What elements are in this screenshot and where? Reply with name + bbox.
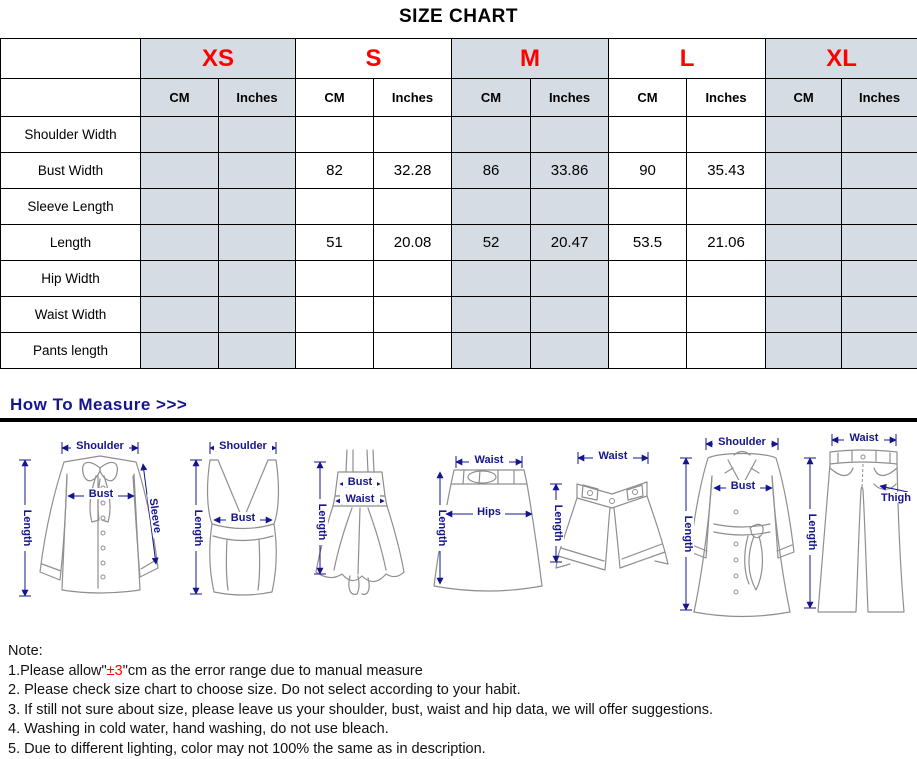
cell: 32.28 bbox=[374, 153, 452, 189]
measure-label-length: Length bbox=[192, 510, 204, 547]
cell: 90 bbox=[609, 153, 687, 189]
cell bbox=[219, 225, 296, 261]
cell: 52 bbox=[452, 225, 531, 261]
row-label: Bust Width bbox=[1, 153, 141, 189]
measure-label-bust: Bust bbox=[231, 512, 256, 524]
cell bbox=[766, 333, 842, 369]
measure-label-waist: Waist bbox=[850, 432, 879, 444]
cell bbox=[531, 189, 609, 225]
cell bbox=[766, 117, 842, 153]
figure-vest bbox=[190, 440, 278, 595]
corner-cell bbox=[1, 39, 141, 79]
cell bbox=[687, 117, 766, 153]
unit-cm: CM bbox=[452, 79, 531, 117]
table-row-pants-length bbox=[1, 333, 917, 369]
note-line-4: 4. Washing in cold water, hand washing, do not use bleach. bbox=[8, 720, 917, 740]
note-line-3: 3. If still not sure about size, please leave us your shoulder, bust, waist and hip data, we will offer suggestions. bbox=[8, 701, 917, 721]
unit-header-row bbox=[1, 79, 917, 117]
cell bbox=[452, 297, 531, 333]
size-header-l: L bbox=[609, 39, 766, 79]
notes-heading: Note: bbox=[8, 642, 917, 662]
cell bbox=[219, 189, 296, 225]
figure-dress bbox=[314, 450, 404, 594]
measure-label-waist: Waist bbox=[599, 450, 628, 462]
cell bbox=[609, 333, 687, 369]
cell bbox=[374, 189, 452, 225]
divider-rule bbox=[0, 418, 917, 422]
figure-blouse bbox=[19, 440, 164, 596]
measure-label-thigh: Thigh bbox=[881, 492, 911, 504]
unit-inches: Inches bbox=[842, 79, 917, 117]
measure-label-length: Length bbox=[436, 510, 448, 547]
size-header-xs: XS bbox=[141, 39, 296, 79]
measure-label-shoulder: Shoulder bbox=[219, 440, 267, 452]
cell: 20.47 bbox=[531, 225, 609, 261]
measure-label-waist: Waist bbox=[346, 493, 375, 505]
notes bbox=[8, 642, 917, 759]
cell bbox=[219, 333, 296, 369]
cell: 51 bbox=[296, 225, 374, 261]
measure-label-length: Length bbox=[21, 510, 33, 547]
cell bbox=[141, 225, 219, 261]
cell bbox=[219, 297, 296, 333]
cell bbox=[531, 333, 609, 369]
unit-cm: CM bbox=[296, 79, 374, 117]
cell bbox=[141, 153, 219, 189]
row-label: Waist Width bbox=[1, 297, 141, 333]
unit-inches: Inches bbox=[531, 79, 609, 117]
cell bbox=[219, 261, 296, 297]
table-row-sleeve-length bbox=[1, 189, 917, 225]
cell bbox=[766, 189, 842, 225]
cell bbox=[374, 333, 452, 369]
cell bbox=[842, 153, 917, 189]
size-header-m: M bbox=[452, 39, 609, 79]
cell bbox=[842, 189, 917, 225]
measure-label-sleeve: Sleeve bbox=[147, 498, 164, 534]
cell bbox=[374, 261, 452, 297]
unit-inches: Inches bbox=[687, 79, 766, 117]
cell bbox=[609, 261, 687, 297]
unit-inches: Inches bbox=[219, 79, 296, 117]
figure-shorts bbox=[550, 450, 668, 570]
cell bbox=[842, 261, 917, 297]
page-title: SIZE CHART bbox=[0, 0, 917, 32]
unit-cm: CM bbox=[141, 79, 219, 117]
cell bbox=[609, 117, 687, 153]
cell: 20.08 bbox=[374, 225, 452, 261]
table-row-shoulder-width bbox=[1, 117, 917, 153]
cell bbox=[687, 189, 766, 225]
cell: 35.43 bbox=[687, 153, 766, 189]
cell bbox=[531, 117, 609, 153]
cell bbox=[219, 153, 296, 189]
table-row-waist-width bbox=[1, 297, 917, 333]
measure-label-bust: Bust bbox=[348, 476, 373, 488]
cell bbox=[766, 261, 842, 297]
cell bbox=[842, 117, 917, 153]
figure-pants bbox=[804, 432, 915, 612]
cell bbox=[766, 225, 842, 261]
cell bbox=[141, 333, 219, 369]
note-line-2: 2. Please check size chart to choose size. Do not select according to your habit. bbox=[8, 681, 917, 701]
cell bbox=[766, 297, 842, 333]
row-label: Shoulder Width bbox=[1, 117, 141, 153]
row-label: Sleeve Length bbox=[1, 189, 141, 225]
cell: 86 bbox=[452, 153, 531, 189]
note-line-1-tolerance: ±3 bbox=[107, 663, 123, 679]
unit-cm: CM bbox=[609, 79, 687, 117]
row-label: Pants length bbox=[1, 333, 141, 369]
size-header-row bbox=[1, 39, 917, 79]
cell: 33.86 bbox=[531, 153, 609, 189]
measure-label-length: Length bbox=[682, 516, 694, 553]
cell bbox=[842, 225, 917, 261]
note-line-1 bbox=[8, 662, 917, 682]
cell bbox=[687, 333, 766, 369]
size-header-xl: XL bbox=[766, 39, 917, 79]
cell: 82 bbox=[296, 153, 374, 189]
table-row-bust-width bbox=[1, 153, 917, 189]
note-line-5: 5. Due to different lighting, color may not 100% the same as in description. bbox=[8, 740, 917, 759]
table-row-hip-width bbox=[1, 261, 917, 297]
cell bbox=[141, 117, 219, 153]
measure-label-length: Length bbox=[806, 514, 818, 551]
measure-label-shoulder: Shoulder bbox=[718, 436, 766, 448]
measure-label-hips: Hips bbox=[477, 506, 501, 518]
cell bbox=[609, 189, 687, 225]
cell: 53.5 bbox=[609, 225, 687, 261]
cell bbox=[687, 261, 766, 297]
measure-label-waist: Waist bbox=[475, 454, 504, 466]
cell bbox=[531, 261, 609, 297]
cell bbox=[374, 297, 452, 333]
cell bbox=[141, 297, 219, 333]
figure-coat bbox=[680, 436, 794, 617]
corner-cell bbox=[1, 79, 141, 117]
table-row-length bbox=[1, 225, 917, 261]
cell bbox=[141, 189, 219, 225]
cell bbox=[452, 333, 531, 369]
cell bbox=[842, 333, 917, 369]
row-label: Hip Width bbox=[1, 261, 141, 297]
cell bbox=[452, 261, 531, 297]
measure-label-length: Length bbox=[552, 505, 564, 542]
cell bbox=[609, 297, 687, 333]
measure-label-length: Length bbox=[316, 504, 328, 541]
cell bbox=[452, 117, 531, 153]
cell bbox=[219, 117, 296, 153]
cell bbox=[296, 261, 374, 297]
measure-label-shoulder: Shoulder bbox=[76, 440, 124, 452]
measure-figures bbox=[0, 424, 917, 632]
unit-inches: Inches bbox=[374, 79, 452, 117]
cell bbox=[374, 117, 452, 153]
cell bbox=[141, 261, 219, 297]
figure-skirt bbox=[434, 454, 542, 591]
cell: 21.06 bbox=[687, 225, 766, 261]
cell bbox=[766, 153, 842, 189]
note-line-1-suffix: "cm as the error range due to manual measure bbox=[123, 663, 423, 679]
cell bbox=[296, 297, 374, 333]
measure-label-bust: Bust bbox=[731, 480, 756, 492]
cell bbox=[531, 297, 609, 333]
unit-cm: CM bbox=[766, 79, 842, 117]
note-line-1-prefix: 1.Please allow" bbox=[8, 663, 107, 679]
cell bbox=[296, 117, 374, 153]
cell bbox=[452, 189, 531, 225]
how-to-measure-heading: How To Measure >>> bbox=[10, 395, 917, 415]
size-header-s: S bbox=[296, 39, 452, 79]
cell bbox=[296, 333, 374, 369]
cell bbox=[687, 297, 766, 333]
row-label: Length bbox=[1, 225, 141, 261]
size-chart-table bbox=[0, 38, 917, 369]
cell bbox=[296, 189, 374, 225]
measure-label-bust: Bust bbox=[89, 488, 114, 500]
cell bbox=[842, 297, 917, 333]
